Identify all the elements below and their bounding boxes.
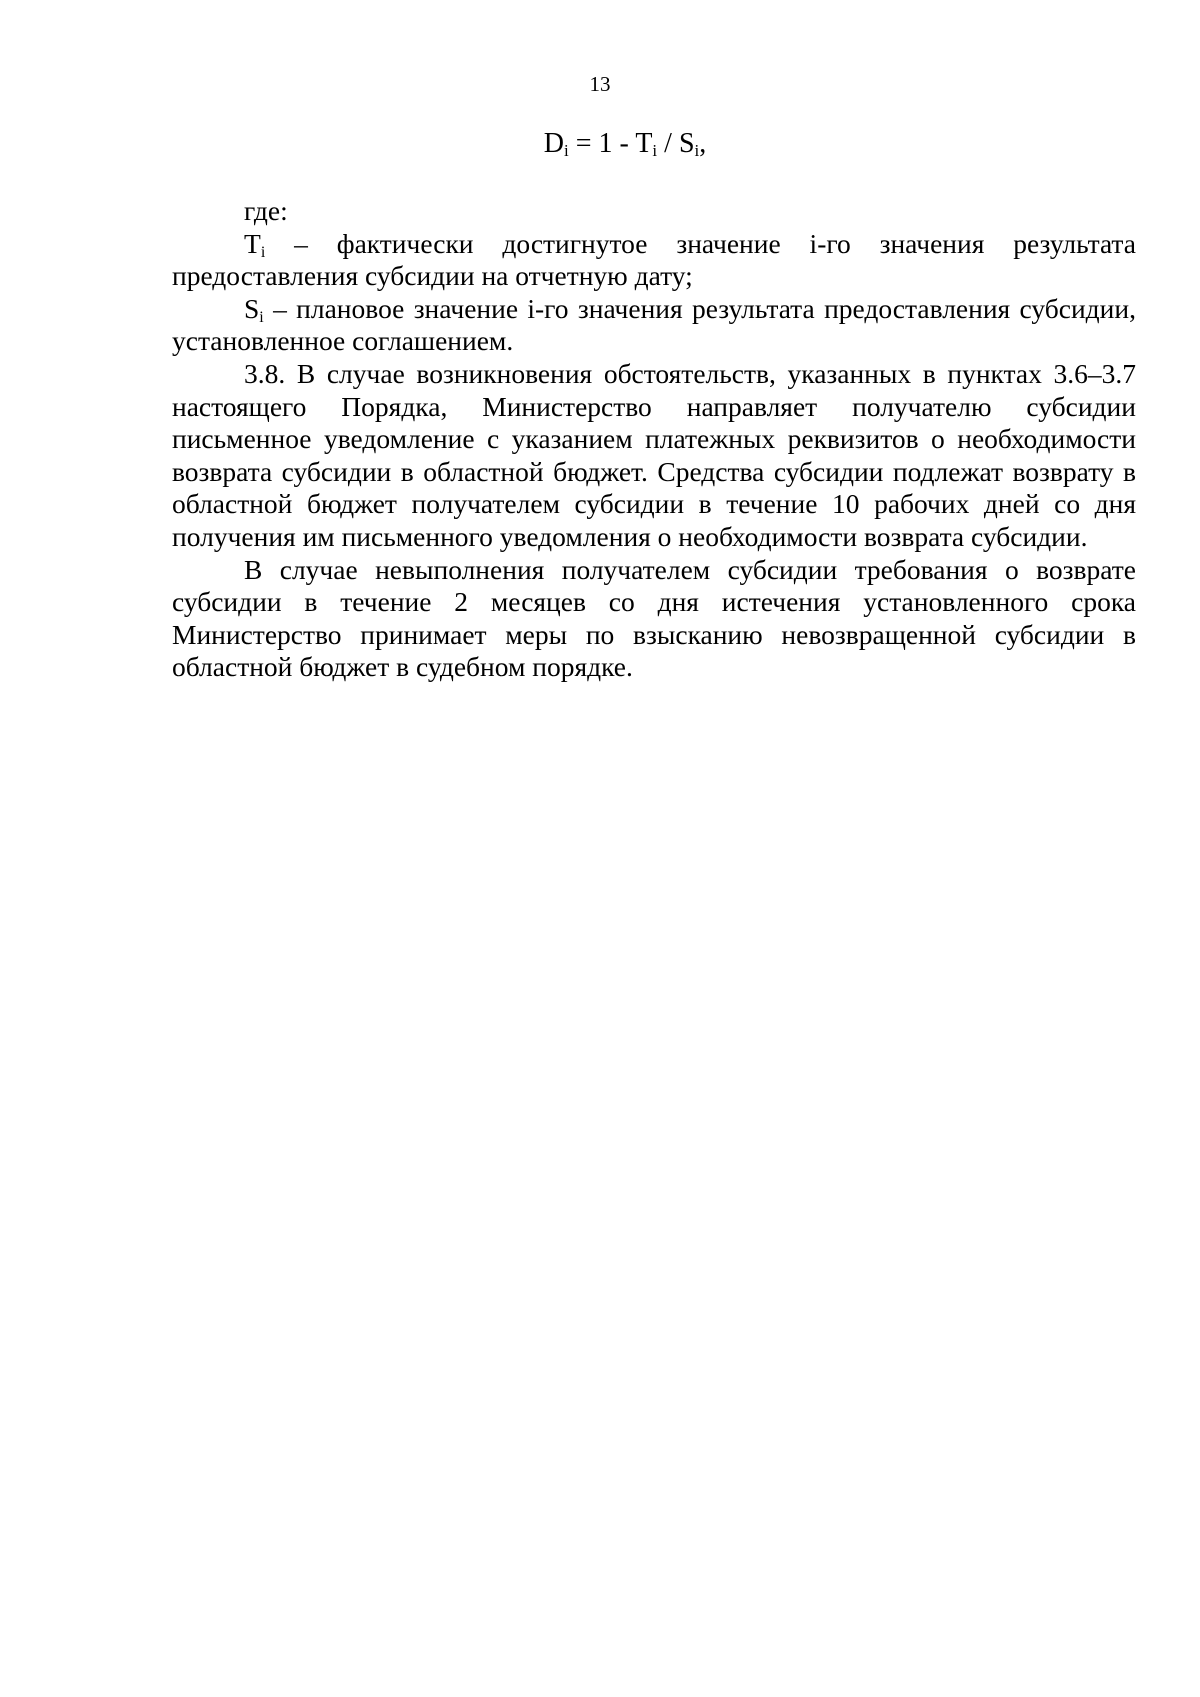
formula-t-subscript: i [652,141,658,160]
formula-s-subscript: i [694,141,700,160]
paragraph-failure-to-return: В случае невыполнения получателем субсидии требования о возврате субсидии в течение 2 месяцев со дня истечения установленного срока Министерство принимает меры по взысканию невозвращенной субсидии в областной бюджет в судебном порядке. [172,553,1136,683]
page-number: 13 [589,72,611,96]
formula-s-var: S [678,128,695,159]
where-label: где: [244,195,288,226]
formula-lhs-var: D [543,128,564,159]
definition-s-subscript: i [259,308,264,326]
definition-s-text: – плановое значение i-го значения результата предоставления субсидии, установленное соглашением. [172,292,1136,357]
paragraph-3-8: 3.8. В случае возникновения обстоятельств, указанных в пунктах 3.6–3.7 настоящего Порядка, Министерство направляет получателю субсидии письменное уведомление с указанием платежных реквизитов о необходимости возврата субсидии в областной бюджет. Средства субсидии подлежат возврату в областной бюджет получателем субсидии в течение 10 рабочих дней со дня получения им письменного уведомления о необходимости возврата субсидии. [172,357,1136,552]
body-text [172,195,1136,684]
formula-divide: / [657,128,679,159]
definition-t-text: – фактически достигнутое значение i-го значения результата предоставления субсидии на отчетную дату; [172,227,1136,292]
formula-trailing: , [699,128,707,159]
formula-lhs-subscript: i [563,141,569,160]
definition-t [172,228,1136,293]
definition-s-var: S [244,292,260,324]
formula-t-var: T [635,128,653,159]
definition-t-var: T [244,227,261,259]
formula [0,128,1200,160]
definition-s [172,293,1136,358]
definition-t-subscript: i [260,243,266,261]
formula-equals-one-minus: = 1 - [568,128,636,159]
